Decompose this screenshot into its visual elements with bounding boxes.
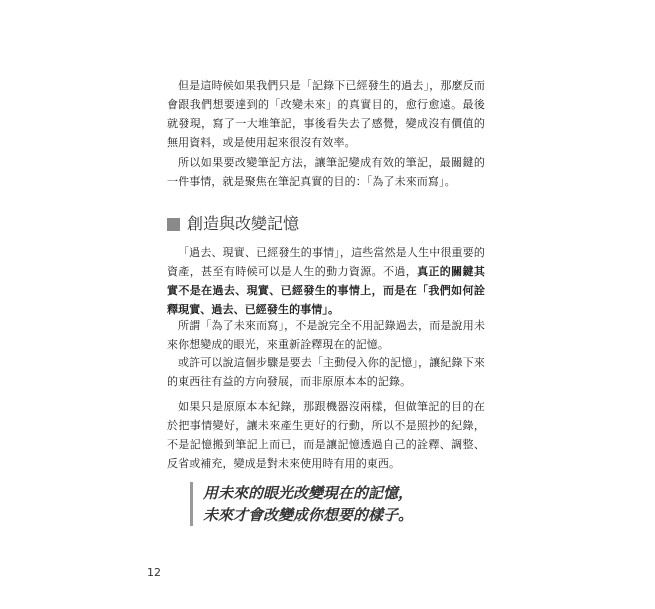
page-number: 12 xyxy=(147,566,161,579)
paragraph-3-text: 「過去、現實、已經發生的事情」，這些當然是人生中很重要的資產，甚至有時候可以是人生的動力資源。不過， xyxy=(167,246,485,278)
paragraph-3 xyxy=(167,243,485,319)
section-heading xyxy=(167,214,299,234)
pull-quote-line-1: 用未來的眼光改變現在的記憶， xyxy=(203,484,414,502)
pull-quote-line-2: 未來才會改變成你想要的樣子。 xyxy=(203,506,414,524)
square-bullet-icon xyxy=(167,218,180,231)
paragraph-1: 但是這時候如果我們只是「記錄下已經發生的過去」，那麼反而會跟我們想要達到的「改變未來」的真實目的，愈行愈遠。最後就發現，寫了一大堆筆記，事後看失去了感覺，變成沒有價值的無用資料，或是使用起來很沒有效率。 xyxy=(167,79,485,149)
section-heading-text: 創造與改變記憶 xyxy=(187,214,300,233)
paragraph-4: 所謂「為了未來而寫」，不是說完全不用記錄過去，而是說用未來你想變成的眼光，來重新詮釋現在的記憶。 xyxy=(167,319,485,351)
paragraph-5: 或許可以說這個步驟是要去「主動侵入你的記憶」，讓紀錄下來的東西往有益的方向發展，而非原原本本的記錄。 xyxy=(167,356,485,388)
pull-quote xyxy=(190,482,413,526)
paragraph-2: 所以如果要改變筆記方法，讓筆記變成有效的筆記，最關鍵的一件事情，就是聚焦在筆記真實的目的：「為了未來而寫」。 xyxy=(167,156,485,188)
paragraph-3-emphasis: 真正的關鍵其實不是在過去、現實、已經發生的事情上，而是在「我們如何詮釋現實、過去、已經發生的事情」。 xyxy=(167,265,485,316)
paragraph-6: 如果只是原原本本紀錄，那跟機器沒兩樣，但做筆記的目的在於把事情變好，讓未來產生更好的行動，所以不是照抄的紀錄，不是記憶搬到筆記上而已，而是讓記憶透過自己的詮釋、調整、反省或補充，變成是對未來使用時有用的東西。 xyxy=(167,400,485,470)
